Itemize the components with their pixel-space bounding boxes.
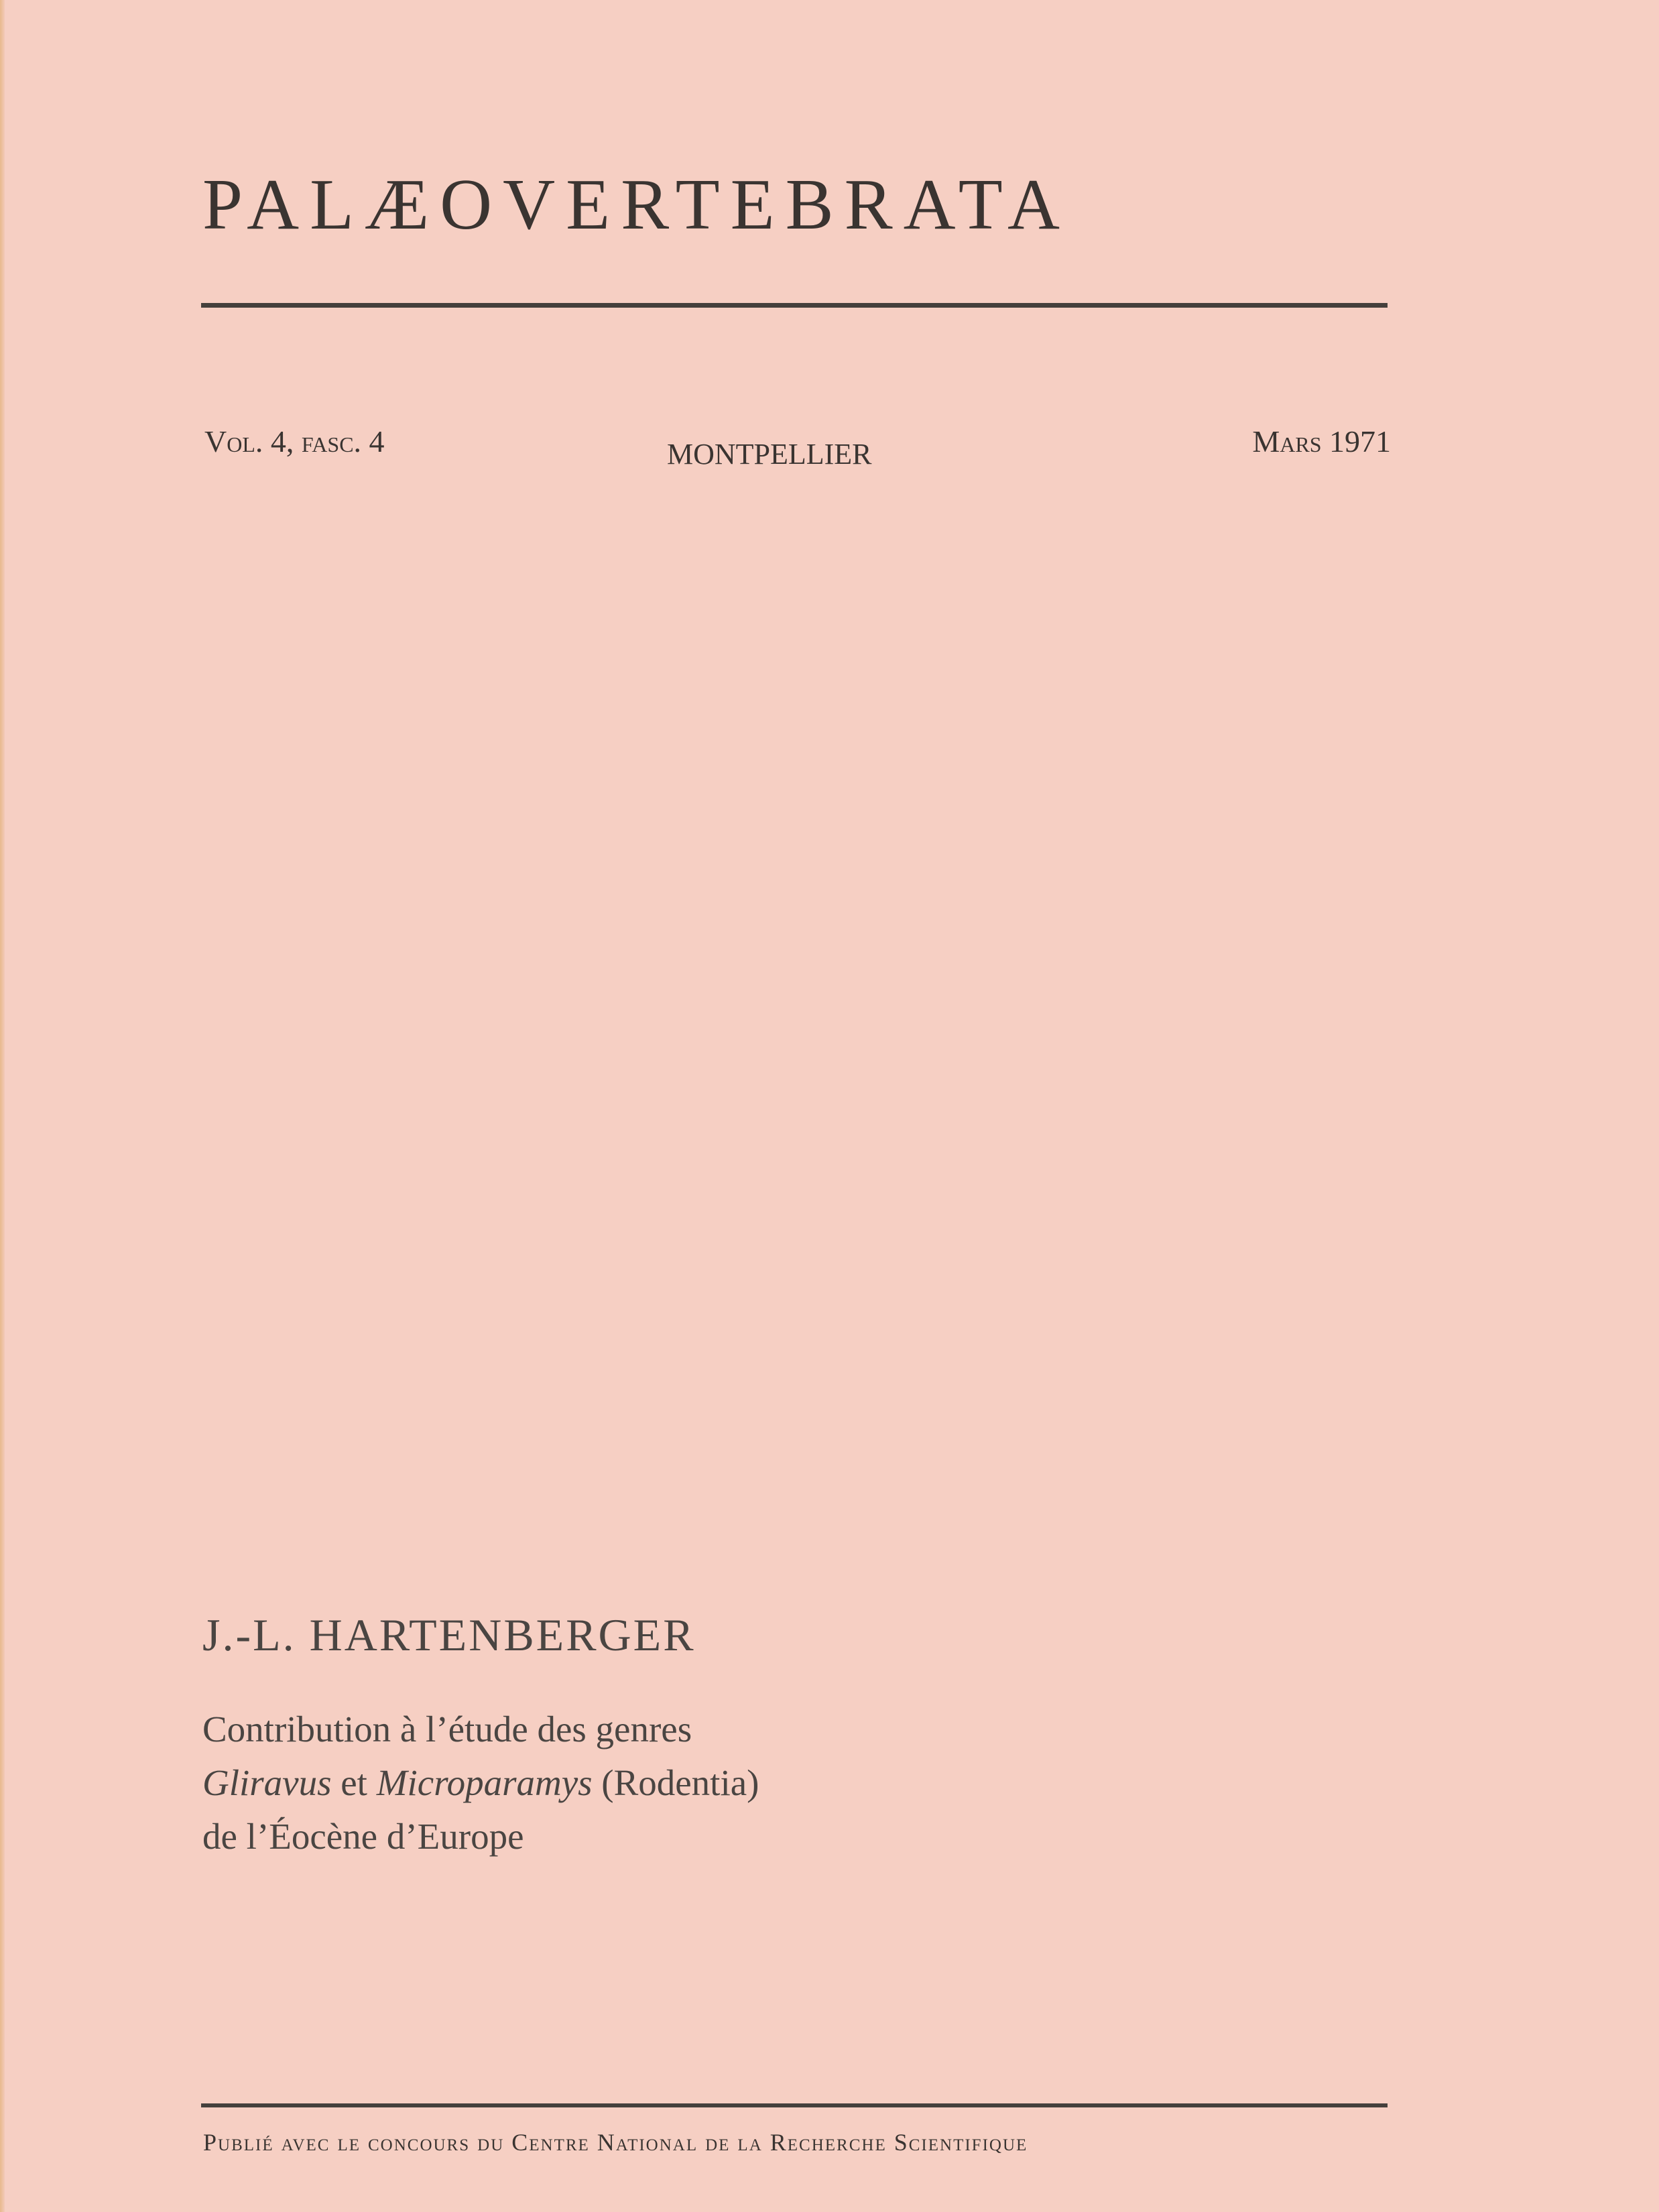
conjunction: et: [331, 1762, 377, 1803]
bottom-rule: [201, 2103, 1388, 2107]
genus-microparamys: Microparamys: [376, 1762, 593, 1803]
journal-title: PALÆOVERTEBRATA: [202, 165, 1071, 245]
order-rodentia: (Rodentia): [592, 1762, 759, 1803]
article-title-line-2: [202, 1756, 1141, 1810]
author-name: J.-L. HARTENBERGER: [202, 1609, 696, 1660]
publisher-note: Publié avec le concours du Centre National de la Recherche Scientifique: [203, 2129, 1028, 2156]
issue-info-row: [204, 424, 1391, 477]
genus-gliravus: Gliravus: [202, 1762, 332, 1803]
page-edge-shadow: [0, 0, 5, 2212]
publication-date: Mars 1971: [1252, 424, 1391, 458]
article-title-line-3: de l’Éocène d’Europe: [202, 1816, 524, 1857]
volume-number: Vol. 4, fasc. 4: [204, 424, 385, 458]
article-title-line-1: Contribution à l’étude des genres: [202, 1709, 692, 1749]
top-rule: [201, 303, 1388, 308]
publication-city: MONTPELLIER: [667, 438, 872, 471]
article-title: [202, 1703, 1141, 1863]
